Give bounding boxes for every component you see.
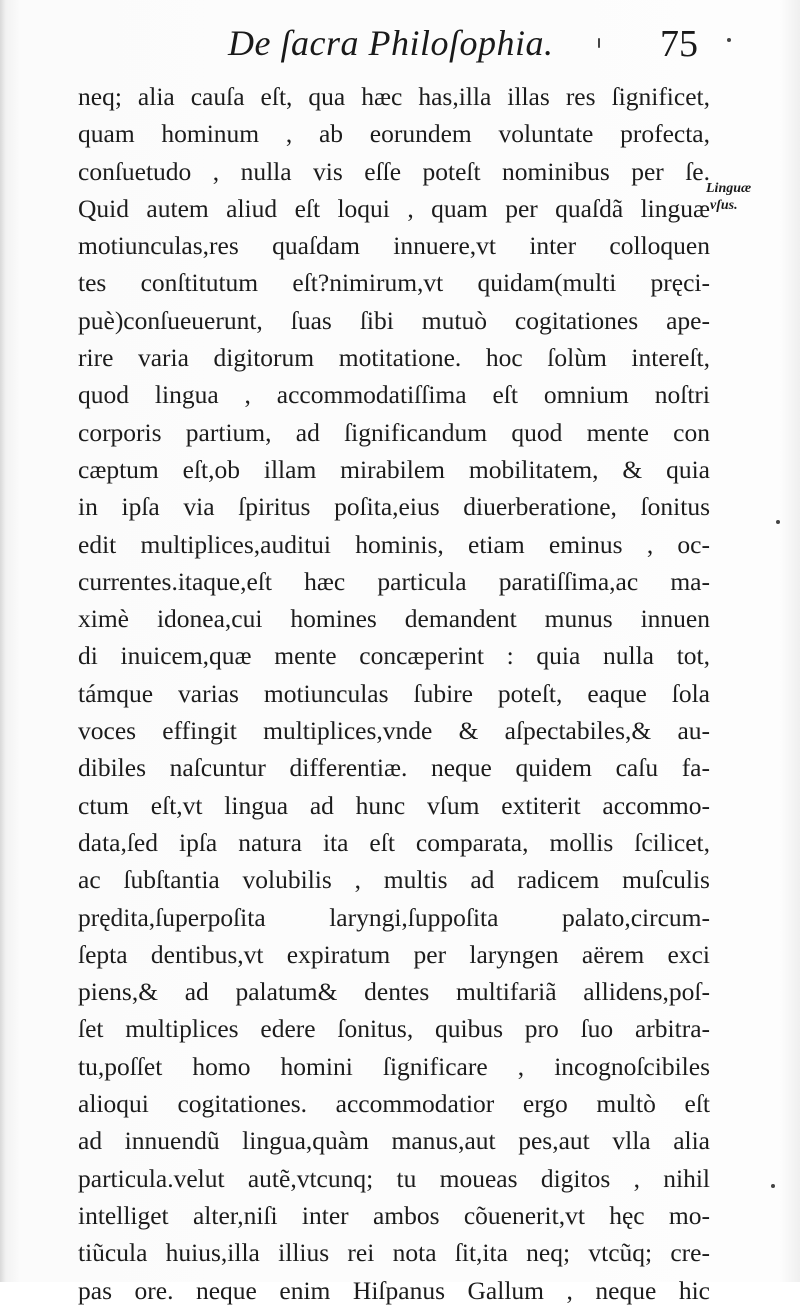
margin-note-line: Linguæ bbox=[706, 181, 752, 196]
text-line: quam hominum , ab eorundem voluntate profecta, bbox=[78, 119, 710, 149]
text-line: ctum eſt,vt lingua ad hunc vſum extiterit accommo- bbox=[78, 790, 710, 820]
text-line: voces effingit multiplices,vnde & aſpectabiles,& au- bbox=[78, 716, 710, 746]
text-line: tes conſtitutum eſt?nimirum,vt quidam(multi pręci- bbox=[78, 268, 710, 298]
text-line: puè)conſueuerunt, ſuas ſibi mutuò cogitationes ape- bbox=[78, 305, 710, 335]
text-line: currentes.itaque,eſt hæc particula paratiſſima,ac ma- bbox=[78, 566, 710, 596]
text-line: corporis partium, ad ſignificandum quod mente con bbox=[78, 417, 710, 447]
text-line: Quid autem aliud eſt loqui , quam per quaſdã linguæ bbox=[78, 193, 710, 223]
text-line: ſet multiplices edere ſonitus, quibus pro ſuo arbitra- bbox=[78, 1014, 710, 1044]
ink-speck bbox=[771, 1184, 775, 1188]
margin-note-line: vſus. bbox=[710, 198, 738, 213]
text-line: quod lingua , accommodatiſſima eſt omnium noſtri bbox=[78, 380, 710, 410]
text-line: pas ore. neque enim Hiſpanus Gallum , neque hic bbox=[78, 1275, 710, 1305]
text-line: tu,poſſet homo homini ſignificare , incognoſcibiles bbox=[78, 1051, 710, 1081]
ink-speck bbox=[776, 520, 780, 524]
text-line: particula.velut autẽ,vtcunq; tu moueas digitos , nihil bbox=[78, 1163, 710, 1193]
ink-speck bbox=[727, 38, 731, 42]
text-line: ac ſubſtantia volubilis , multis ad radicem muſculis bbox=[78, 865, 710, 895]
text-line: alioqui cogitationes. accommodatior ergo multò eſt bbox=[78, 1089, 710, 1119]
text-line: tiũcula huius,illa illius rei nota ſit,ita neq; vtcũq; cre- bbox=[78, 1238, 710, 1268]
text-line: intelliget alter,niſi inter ambos cõuenerit,vt hęc mo- bbox=[78, 1200, 710, 1230]
text-line: conſuetudo , nulla vis eſſe poteſt nominibus per ſe. bbox=[78, 156, 710, 186]
page-number: 75 bbox=[660, 23, 698, 65]
text-line: támque varias motiunculas ſubire poteſt, eaque ſola bbox=[78, 678, 710, 708]
text-line: prędita,ſuperpoſita laryngi,ſuppoſita palato,circum- bbox=[78, 902, 710, 932]
text-line: edit multiplices,auditui hominis, etiam eminus , oc- bbox=[78, 529, 710, 559]
text-line: rire varia digitorum motitatione. hoc ſolùm intereſt, bbox=[78, 343, 710, 373]
ink-speck bbox=[598, 38, 600, 48]
margin-note bbox=[706, 180, 786, 214]
body-text bbox=[78, 78, 710, 1309]
text-line: motiunculas,res quaſdam innuere,vt inter colloquen bbox=[78, 231, 710, 261]
text-line: neq; alia cauſa eſt, qua hæc has,illa illas res ſignificet, bbox=[78, 82, 710, 111]
text-line: ximè idonea,cui homines demandent munus innuen bbox=[78, 604, 710, 634]
text-line: ad innuendũ lingua,quàm manus,aut pes,aut vlla alia bbox=[78, 1126, 710, 1156]
text-line: ſepta dentibus,vt expiratum per laryngen aërem exci bbox=[78, 939, 710, 969]
text-line: in ipſa via ſpiritus poſita,eius diuerberatione, ſonitus bbox=[78, 492, 710, 522]
running-head: De ſacra Philoſophia. bbox=[228, 23, 554, 63]
text-line: data,ſed ipſa natura ita eſt comparata, mollis ſcilicet, bbox=[78, 827, 710, 857]
text-line: dibiles naſcuntur differentiæ. neque quidem caſu fa- bbox=[78, 753, 710, 783]
text-line: di inuicem,quæ mente concæperint : quia nulla tot, bbox=[78, 641, 710, 671]
text-line: piens,& ad palatum& dentes multifariã allidens,poſ- bbox=[78, 977, 710, 1007]
text-line: cæptum eſt,ob illam mirabilem mobilitatem, & quia bbox=[78, 454, 710, 484]
